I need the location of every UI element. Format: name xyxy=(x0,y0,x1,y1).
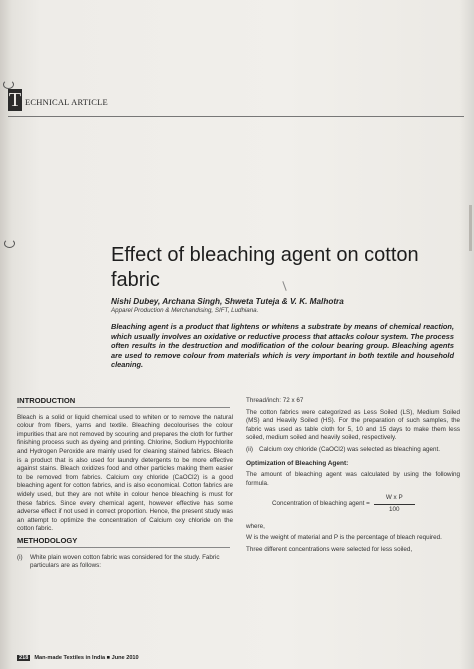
article-title: Effect of bleaching agent on cotton fabric xyxy=(111,244,419,291)
punch-hole-top xyxy=(3,80,14,89)
binding-mark xyxy=(469,205,472,251)
article-abstract: Bleaching agent is a product that lightens or whitens a substrate by means of chemical reaction, which usually involves an oxidative or reductive process that attacks colour system. The process often results in the destruction and modification of the colour bearing group. Bleaching agents are used to remove colour from materials which is very important in both textile and household cleaning. xyxy=(111,322,454,370)
formula-fraction xyxy=(374,494,415,514)
introduction-heading: INTRODUCTION xyxy=(17,396,76,405)
concentration-formula xyxy=(272,494,460,514)
introduction-rule xyxy=(17,407,230,408)
thread-count: Thread/inch: 72 x 67 xyxy=(246,397,304,404)
methodology-rule xyxy=(17,547,230,548)
article-authors: Nishi Dubey, Archana Singh, Shweta Tuteja & V. K. Malhotra xyxy=(111,297,344,306)
punch-hole-bottom xyxy=(4,239,15,248)
where-text: W is the weight of material and P is the percentage of bleach required. xyxy=(246,534,442,542)
category-label: ECHNICAL ARTICLE xyxy=(25,97,108,107)
page-footer xyxy=(17,655,139,661)
category-initial-box: T xyxy=(8,89,22,111)
page-edge-shadow xyxy=(460,0,474,669)
page-number: 218 xyxy=(19,655,29,661)
soiling-paragraph: The cotton fabrics were categorized as Less Soiled (LS), Medium Soiled (MS) and Heavily Soiled (HS). For the preparation of such samples, the fabric was used as table cloth for 5, 10 and 15 days to make them less soiled, medium soiled and heavily soiled, respectively. xyxy=(246,408,460,442)
optimization-heading: Optimization of Bleaching Agent: xyxy=(246,459,349,467)
article-affiliation: Apparel Production & Merchandising, SIFT, Ludhiana. xyxy=(111,307,259,314)
introduction-text: Bleach is a solid or liquid chemical used to whiten or to remove the natural colour from fibers, yarns and textile. Bleaching decolourises the colour impurities that are not removed by scouring and prepares the cloth for further finishing process such as dyeing and printing. Chlorine, Sodium Hypochlorite and Hydrogen Peroxide are mainly used for cleaning stained fabrics. Bleach is a product that is also used for laundry detergents to be more effective against stains. Bleach oxidizes food and other particles making them easier to be removed from fabrics. Calcium oxy chloride (CaOCl2) is a good bleaching agent for cotton fabrics, and is also economical. Cotton fabrics are widely used, but they are not white in colour hence bleaching is must for these fabrics. Since every chemical agent, however effective has some adverse effect if not used in correct proportion. Hence, the present study was an attempt to optimize the concentration of Calcium oxy chloride on the cotton fabric. xyxy=(17,413,233,533)
formula-numerator: W x P xyxy=(374,494,415,505)
item-number: (i) xyxy=(17,553,23,561)
formula-intro: The amount of bleaching agent was calculated by using the following formula. xyxy=(246,471,460,487)
header-rule xyxy=(8,116,464,117)
methodology-heading: METHODOLOGY xyxy=(17,535,78,545)
right-column xyxy=(246,397,460,557)
item-number: (ii) xyxy=(246,445,253,453)
methodology-item xyxy=(17,554,233,571)
left-column xyxy=(17,397,233,571)
formula-lhs: Concentration of bleaching agent = xyxy=(272,500,370,508)
item-text: Calcium oxy chloride (CaOCl2) was selected as bleaching agent. xyxy=(259,445,440,453)
item-text: White plain woven cotton fabric was considered for the study. Fabric particulars are as follows: xyxy=(30,553,220,570)
concentrations-text: Three different concentrations were selected for less soiled, xyxy=(246,545,413,553)
bleach-item xyxy=(246,446,460,455)
formula-denominator: 100 xyxy=(389,505,400,513)
journal-name: Man-made Textiles in India ■ June 2010 xyxy=(34,655,139,661)
where-label: where, xyxy=(246,522,265,530)
